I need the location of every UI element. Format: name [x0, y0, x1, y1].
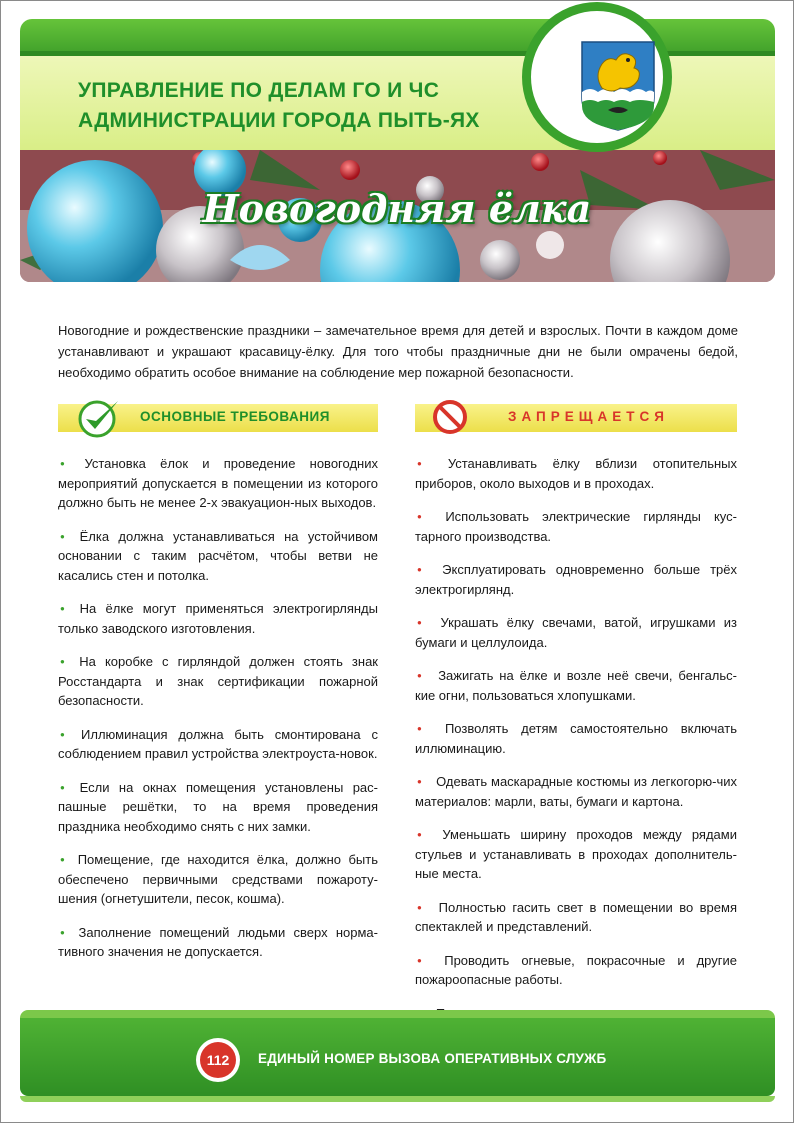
list-item: ● Использовать электрические гирлянды кус-тарного производства. [415, 507, 737, 546]
coat-of-arms-icon [580, 40, 656, 132]
list-item: ● Проводить огневые, покрасочные и другие пожароопасные работы. [415, 951, 737, 990]
list-item: ● Позволять детям самостоятельно включать иллюминацию. [415, 719, 737, 758]
footer-top-stripe [20, 1010, 775, 1018]
list-item: ● Заполнение помещений людьми сверх норма-тивного значения не допускается. [58, 923, 378, 962]
footer-text: ЕДИНЫЙ НОМЕР ВЫЗОВА ОПЕРАТИВНЫХ СЛУЖБ [258, 1051, 607, 1066]
no-entry-icon [433, 400, 467, 434]
banner-title: Новогодняя ёлка [202, 186, 592, 231]
list-item: ● Иллюминация должна быть смонтирована с соблюдением правил устройства электроуста-новок. [58, 725, 378, 764]
prohibited-heading: ЗАПРЕЩАЕТСЯ [508, 409, 669, 424]
list-item: ● Установка ёлок и проведение новогодних мероприятий допускается в помещении из которого должно быть не менее 2-х эвакуацион-ных выходов. [58, 454, 378, 513]
list-item: ● Ёлка должна устанавливаться на устойчивом основании с таким расчётом, чтобы ветви не касались стен и потолка. [58, 527, 378, 586]
list-item: ● Уменьшать ширину проходов между рядами стульев и устанавливать в проходах дополнитель-ные места. [415, 825, 737, 884]
intro-paragraph: Новогодние и рождественские праздники – замечательное время для детей и взрослых. Почти в каждом доме устанавливают и украшают красавицу-ёлку. Для того чтобы праздничные дни не были омрачены бедой, необходимо обратить особое внимание на соблюдение мер пожарной безопасности. [58, 323, 738, 380]
title-line-2: АДМИНИСТРАЦИИ ГОРОДА ПЫТЬ-ЯХ [78, 109, 480, 132]
list-item: ● Зажигать на ёлке и возле неё свечи, бенгальс-кие огни, пользоваться хлопушками. [415, 666, 737, 705]
list-item: ● Украшать ёлку свечами, ватой, игрушками из бумаги и целлулоида. [415, 613, 737, 652]
list-item: ● На коробке с гирляндой должен стоять знак Росстандарта и знак сертификации пожарной безопасности. [58, 652, 378, 711]
list-item: ● Если на окнах помещения установлены рас-пашные решётки, то на время проведения праздника необходимо снять с них замки. [58, 778, 378, 837]
list-item: ● Эксплуатировать одновременно больше трёх электрогирлянд. [415, 560, 737, 599]
list-item: ● Одевать маскарадные костюмы из легкогорю-чих материалов: марли, ваты, бумаги и картона. [415, 772, 737, 811]
title-line-1: УПРАВЛЕНИЕ ПО ДЕЛАМ ГО И ЧС [78, 79, 440, 102]
list-item: ● Устанавливать ёлку вблизи отопительных приборов, около выходов и в проходах. [415, 454, 737, 493]
requirements-list [58, 454, 378, 976]
page-title [78, 76, 548, 136]
requirements-heading: ОСНОВНЫЕ ТРЕБОВАНИЯ [140, 409, 330, 424]
prohibited-list [415, 454, 737, 1037]
list-item: ● Помещение, где находится ёлка, должно быть обеспечено первичными средствами пожароту-шения (огнетушители, песок, кошма). [58, 850, 378, 909]
footer-bottom-stripe [20, 1096, 775, 1102]
checkmark-icon [76, 395, 122, 439]
list-item: ● На ёлке могут применяться электрогирлянды только заводского изготовления. [58, 599, 378, 638]
list-item: ● Полностью гасить свет в помещении во время спектаклей и представлений. [415, 898, 737, 937]
emergency-number: 112 [200, 1042, 236, 1078]
